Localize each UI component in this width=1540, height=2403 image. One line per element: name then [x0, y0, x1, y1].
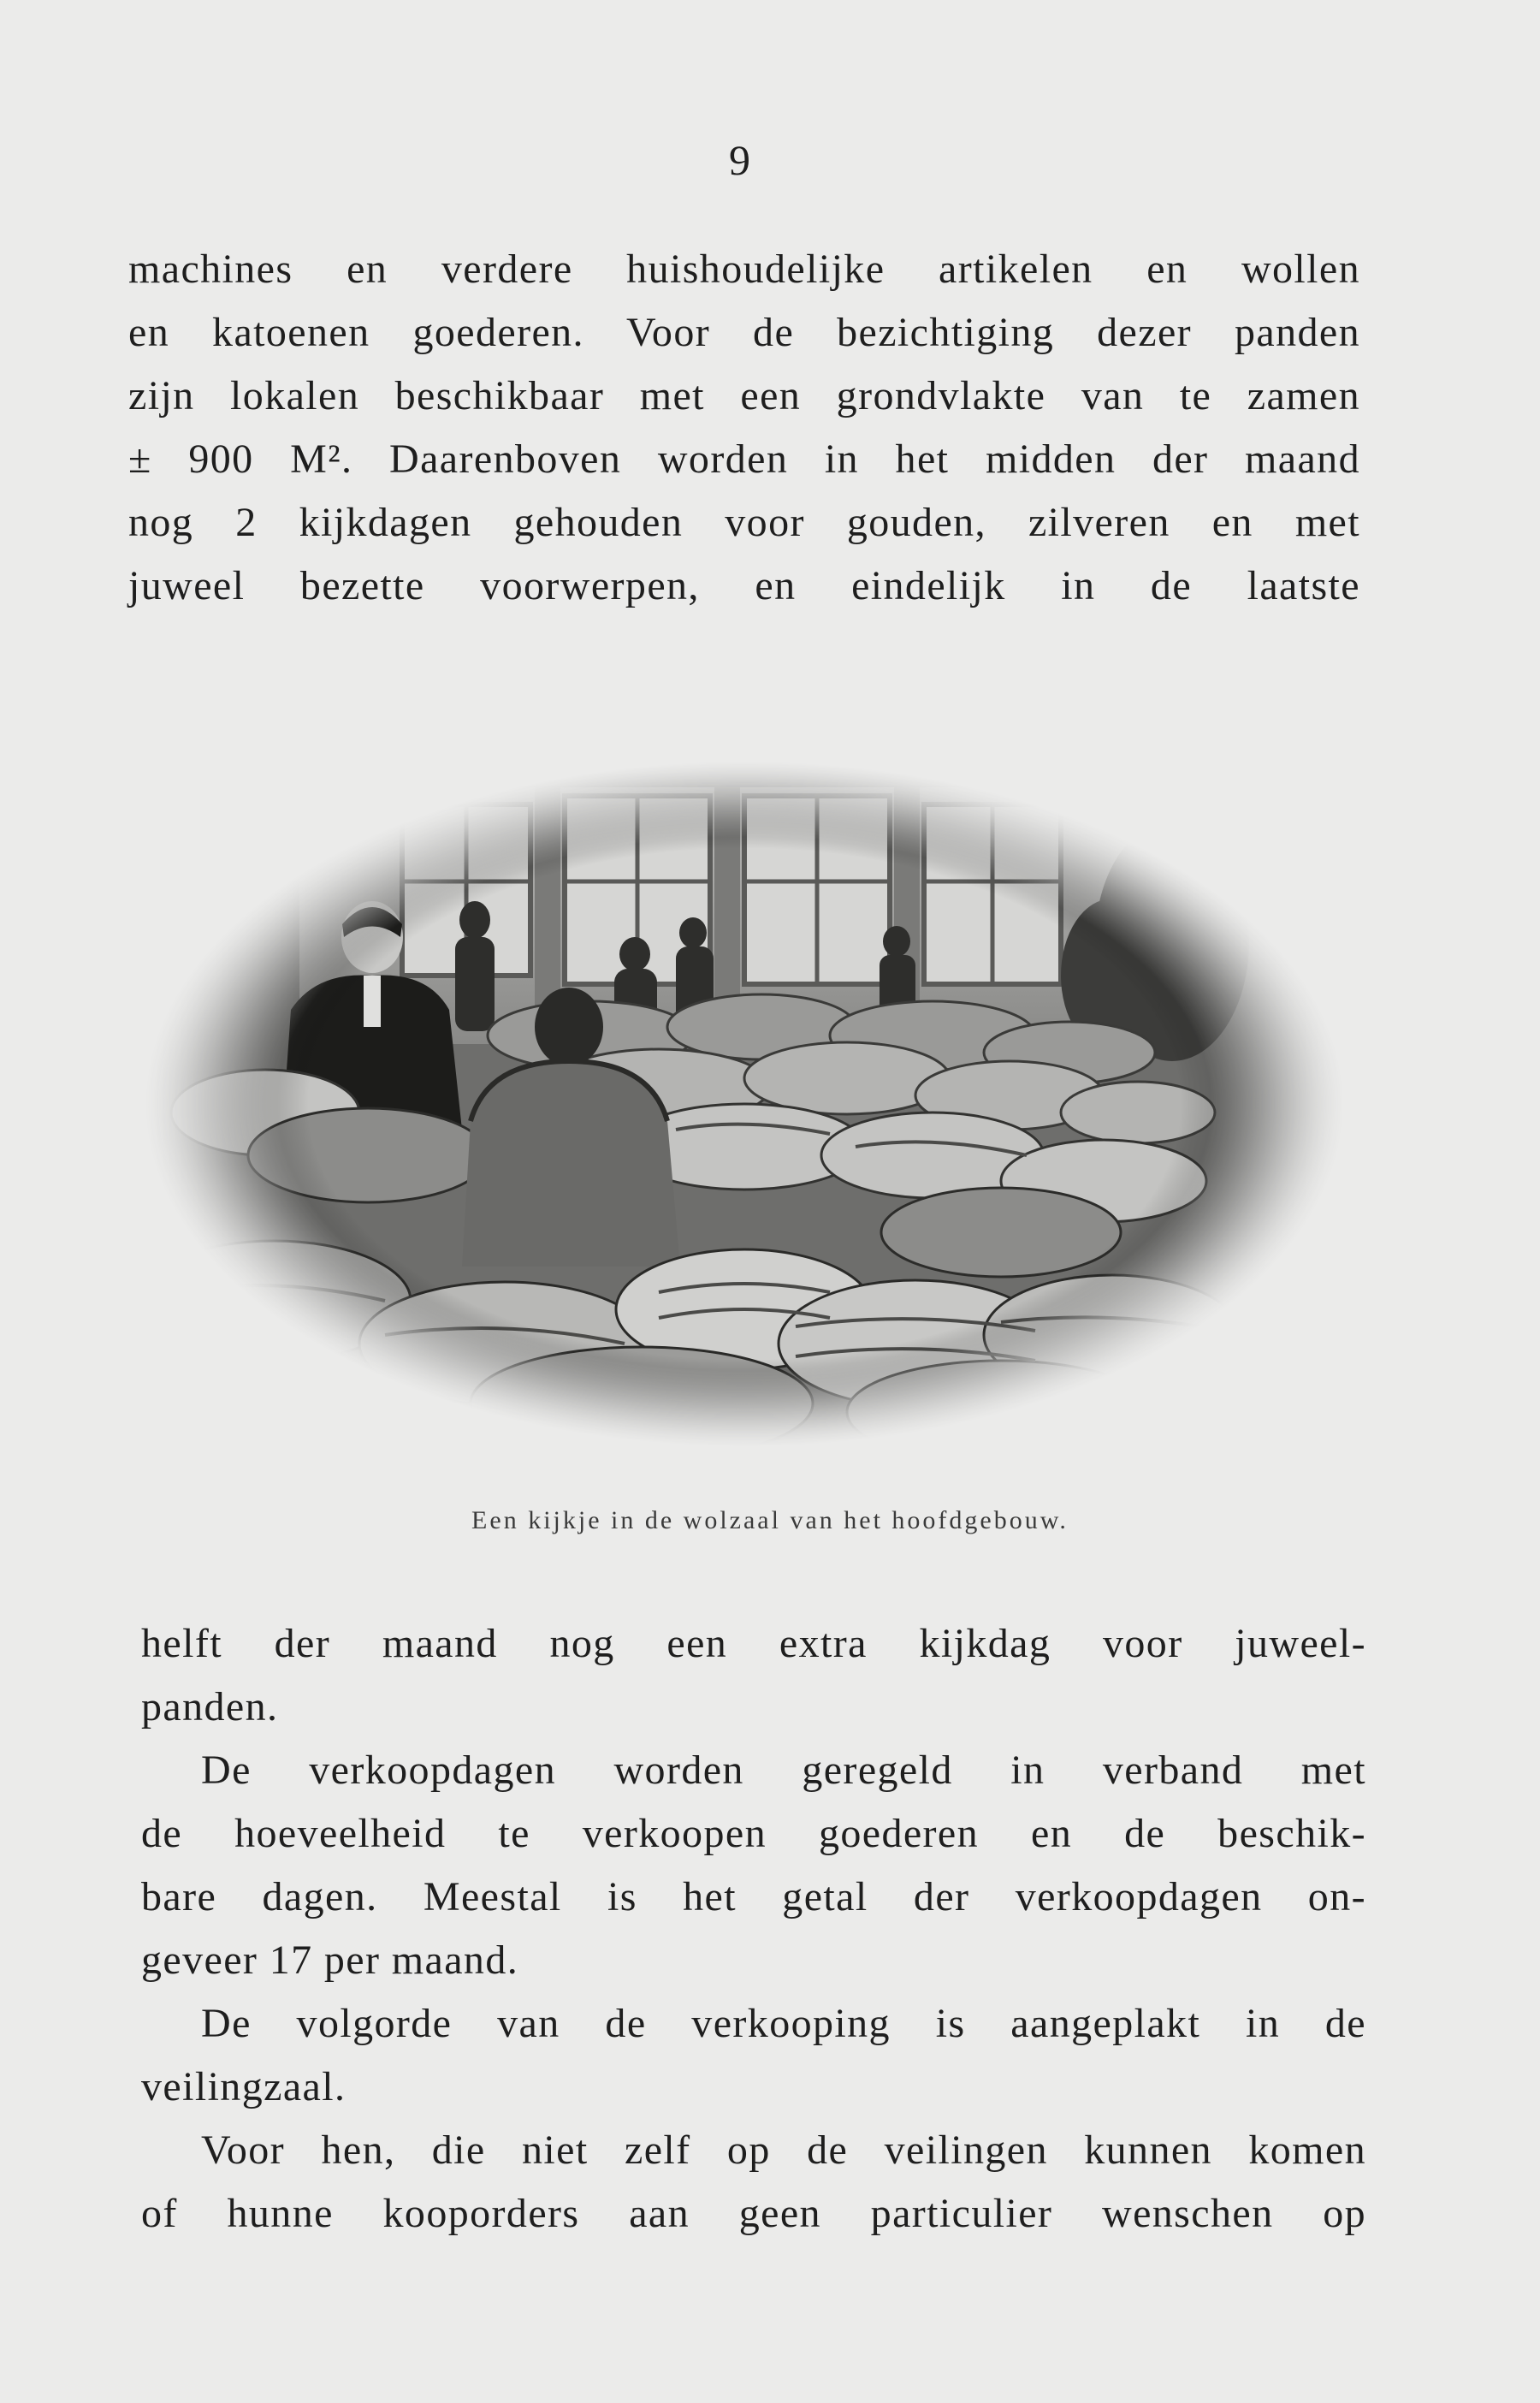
text-line: De verkoopdagen worden geregeld in verband met	[201, 1747, 1366, 1793]
top-paragraph	[128, 238, 1360, 618]
photo-caption: Een kijkje in de wolzaal van het hoofdgebouw.	[471, 1506, 1069, 1534]
text-line: geveer 17 per maand.	[141, 1937, 519, 1983]
text-line: nog 2 kijkdagen gehouden voor gouden, zilveren en met	[128, 500, 1360, 545]
bottom-text	[141, 1612, 1366, 2246]
text-line: bare dagen. Meestal is het getal der verkoopdagen on-	[141, 1874, 1366, 1919]
text-line: ± 900 M². Daarenboven worden in het midden der maand	[128, 436, 1360, 482]
text-line: machines en verdere huishoudelijke artikelen en wollen	[128, 246, 1360, 292]
text-line: De volgorde van de verkooping is aangeplakt in de	[201, 2001, 1366, 2046]
text-line: juweel bezette voorwerpen, en eindelijk in de laatste	[128, 563, 1360, 608]
text-line: en katoenen goederen. Voor de bezichtiging dezer panden	[128, 310, 1360, 355]
wool-hall-photo	[145, 753, 1343, 1455]
text-line: panden.	[141, 1684, 279, 1730]
wool-hall-illustration	[145, 753, 1343, 1455]
page-number: 9	[729, 136, 751, 184]
text-line: veilingzaal.	[141, 2064, 346, 2109]
text-line: of hunne kooporders aan geen particulier wenschen op	[141, 2191, 1366, 2236]
text-line: de hoeveelheid te verkoopen goederen en de beschik-	[141, 1811, 1366, 1856]
text-line: helft der maand nog een extra kijkdag voor juweel-	[141, 1621, 1366, 1666]
text-line: zijn lokalen beschikbaar met een grondvlakte van te zamen	[128, 373, 1360, 418]
text-line: Voor hen, die niet zelf op de veilingen kunnen komen	[201, 2127, 1366, 2173]
